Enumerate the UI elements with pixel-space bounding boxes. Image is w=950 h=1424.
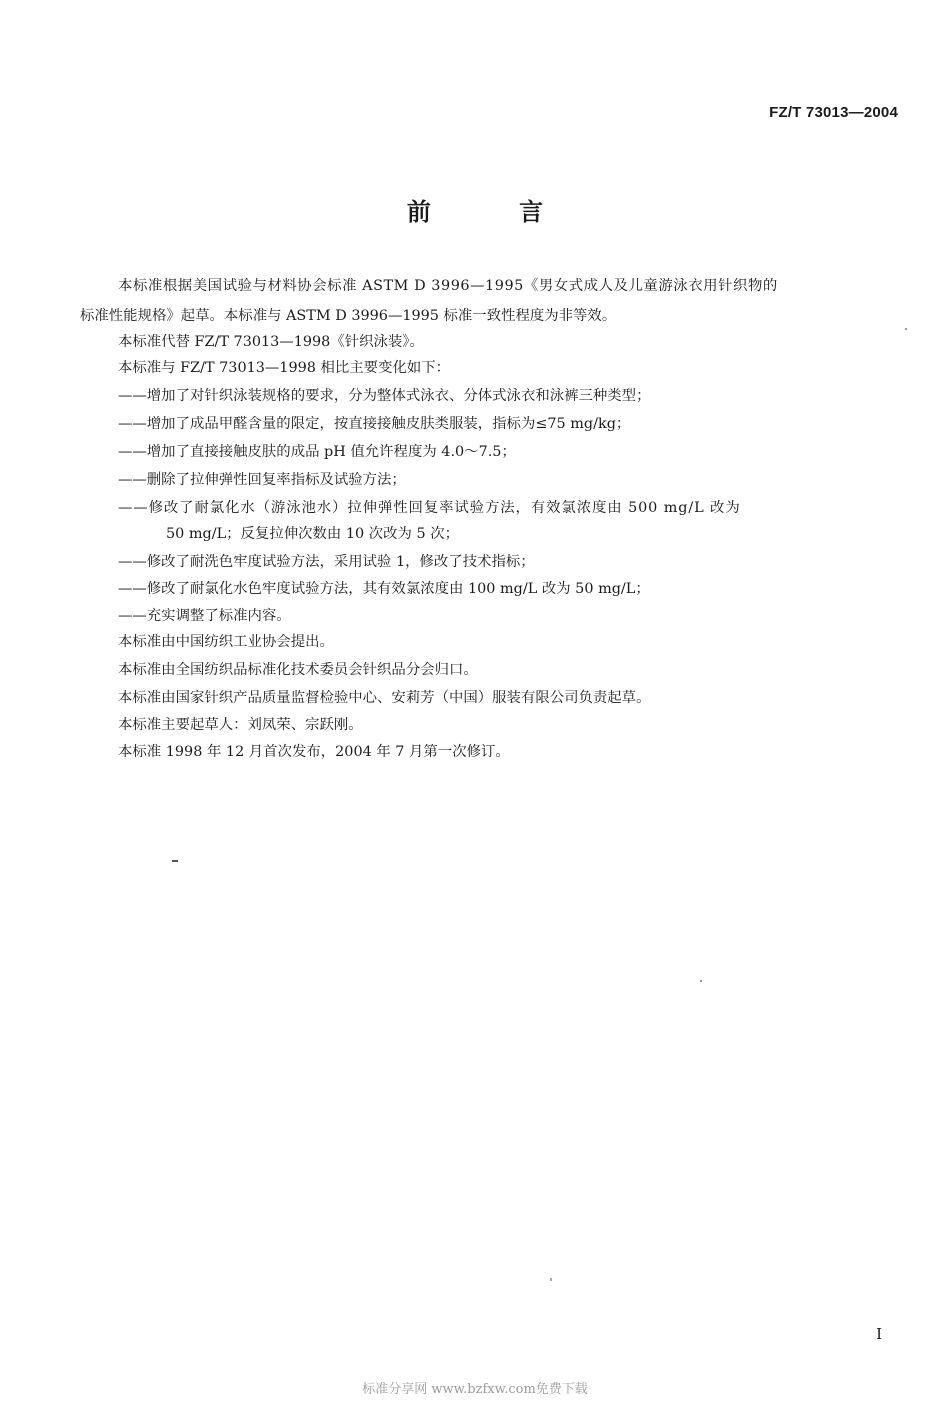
change-item-5-line-2: 50 mg/L；反复拉伸次数由 10 次改为 5 次； [166,526,459,542]
standard-number: FZ/T 73013—2004 [769,104,898,121]
change-item-8: ——充实调整了标准内容。 [118,608,291,624]
scan-speck [550,1278,552,1281]
paragraph-1-line-1: 本标准根据美国试验与材料协会标准 ASTM D 3996—1995《男女式成人及儿童游泳衣用针织物的 [118,278,778,294]
paragraph-7: 本标准主要起草人：刘凤荣、宗跃刚。 [118,717,363,733]
scan-speck [700,980,702,982]
paragraph-1-line-2: 标准性能规格》起草。本标准与 ASTM D 3996—1995 标准一致性程度为非等效。 [80,308,617,324]
paragraph-5: 本标准由全国纺织品标准化技术委员会针织品分会归口。 [118,662,478,678]
paragraph-4: 本标准由中国纺织工业协会提出。 [118,634,334,650]
change-item-5-line-1: ——修改了耐氯化水（游泳池水）拉伸弹性回复率试验方法，有效氯浓度由 500 mg/L 改为 [118,500,741,516]
paragraph-6: 本标准由国家针织产品质量监督检验中心、安莉芳（中国）服装有限公司负责起草。 [118,690,651,706]
scan-speck [172,860,178,862]
paragraph-2: 本标准代替 FZ/T 73013—1998《针织泳装》。 [118,334,424,350]
change-item-7: ——修改了耐氯化水色牢度试验方法，其有效氯浓度由 100 mg/L 改为 50 mg/L； [118,581,650,597]
change-item-3: ——增加了直接接触皮肤的成品 pH 值允许程度为 4.0～7.5； [118,444,516,460]
footer-watermark: 标准分享网 www.bzfxw.com免费下载 [362,1382,588,1397]
change-item-2: ——增加了成品甲醛含量的限定，按直接接触皮肤类服装，指标为≤75 mg/kg； [118,416,631,432]
page-number: I [876,1325,882,1343]
paragraph-3: 本标准与 FZ/T 73013—1998 相比主要变化如下： [118,360,451,376]
change-item-6: ——修改了耐洗色牢度试验方法，采用试验 1，修改了技术指标； [118,554,535,570]
page-title: 前 言 [406,198,584,226]
scan-speck [905,328,907,330]
change-item-1: ——增加了对针织泳装规格的要求，分为整体式泳衣、分体式泳衣和泳裤三种类型； [118,388,651,404]
paragraph-8: 本标准 1998 年 12 月首次发布，2004 年 7 月第一次修订。 [118,744,510,760]
change-item-4: ——删除了拉伸弹性回复率指标及试验方法； [118,472,406,488]
